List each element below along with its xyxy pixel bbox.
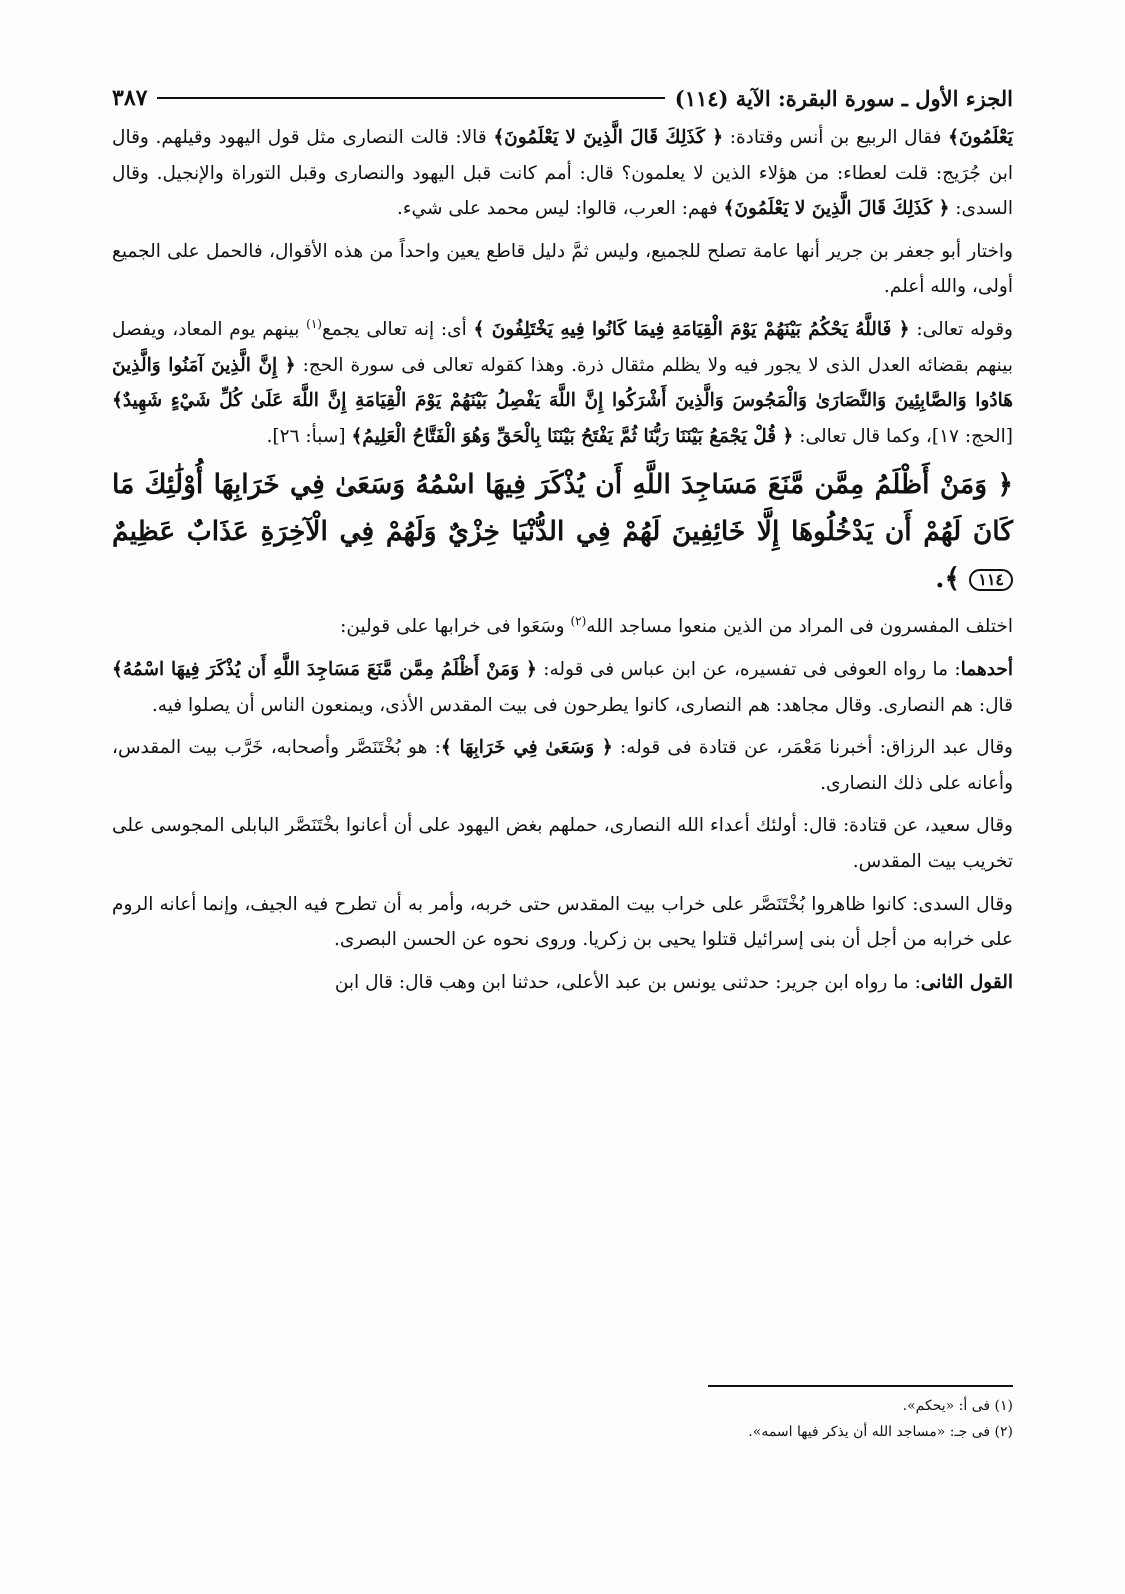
- text-run: [الحج: ١٧]، وكما قال تعالى:: [793, 425, 1013, 447]
- text-run: : ما رواه العوفى فى تفسيره، عن ابن عباس فى قوله:: [536, 658, 961, 680]
- paragraph: [112, 887, 1013, 958]
- quran-quote: ﴿ فَاللَّهُ يَحْكُمُ بَيْنَهُمْ يَوْمَ الْقِيَامَةِ فِيمَا كَانُوا فِيهِ يَخْتَلِفُونَ ﴾: [473, 318, 910, 340]
- header-rule: [157, 97, 664, 99]
- text-run: وسَعَوا فى خرابها على قولين:: [340, 616, 571, 638]
- text-run: [سبأ: ٢٦].: [266, 425, 352, 447]
- running-header: [112, 78, 1013, 118]
- quran-quote: ﴿ وَمَنْ أَظْلَمُ مِمَّن مَّنَعَ مَسَاجِدَ اللَّهِ أَن يُذْكَرَ فِيهَا اسْمُهُ﴾: [112, 658, 537, 680]
- quran-quote: ﴿ وَسَعَىٰ فِي خَرَابِهَا ﴾: [440, 737, 613, 759]
- quran-quote: ﴿ كَذَلِكَ قَالَ الَّذِينَ لا يَعْلَمُونَ﴾: [723, 198, 950, 220]
- text-run: قالا: قالت النصارى مثل قول اليهود وقيلهم. وقال ابن جُرَيج: قلت لعطاء: من هؤلاء الذين لا يعلمون؟ قال: أمم كانت قبل اليهود والنصارى وقبل التوراة والإنجيل. وقال السدى:: [112, 127, 1014, 220]
- main-text: [112, 120, 1013, 1007]
- text-run: وقوله تعالى:: [909, 318, 1013, 340]
- quran-quote: ﴿ إِنَّ الَّذِينَ آمَنُوا وَالَّذِينَ هَادُوا وَالصَّابِئِينَ وَالنَّصَارَىٰ وَالْمَجُوسَ وَالَّذِينَ أَشْرَكُوا إِنَّ اللَّهَ يَفْصِلُ بَيْنَهُمْ يَوْمَ الْقِيَامَةِ إِنَّ اللَّهَ عَلَىٰ كُلِّ شَيْءٍ شَهِيدٌ﴾: [112, 354, 1013, 412]
- quran-quote: ﴿ كَذَلِكَ قَالَ الَّذِينَ لا يَعْلَمُونَ﴾: [493, 127, 724, 148]
- text-run: فقال الربيع بن أنس وقتادة:: [723, 127, 949, 148]
- text-run: بينهم يوم المعاد، ويفصل بينهم بقضائه العدل الذى لا يجور فيه ولا يظلم مثقال ذرة. وهذا كقوله تعالى فى سورة الحج:: [112, 318, 1013, 376]
- verse-text: وَمَنْ أَظْلَمُ مِمَّن مَّنَعَ مَسَاجِدَ اللَّهِ أَن يُذْكَرَ فِيهَا اسْمُهُ وَسَعَىٰ فِي خَرَابِهَا أُوْلَٰئِكَ مَا كَانَ لَهُمْ أَن يَدْخُلُوهَا إِلَّا خَائِفِينَ لَهُمْ فِي الدُّنْيَا خِزْيٌ وَلَهُمْ فِي الْآخِرَةِ عَذَابٌ عَظِيمٌ: [112, 469, 1013, 548]
- text-run: أى: إنه تعالى يجمع: [321, 318, 474, 340]
- footnote-rule: [708, 1385, 1013, 1387]
- verse-block: [112, 461, 1013, 602]
- paragraph: [112, 965, 1013, 1001]
- paragraph: [112, 609, 1013, 645]
- quran-quote: يَعْلَمُونَ﴾: [948, 127, 1013, 148]
- paragraph: [112, 312, 1013, 454]
- verse-open-bracket: ﴿: [987, 469, 1013, 501]
- running-title: الجزء الأول ـ سورة البقرة: الآية (١١٤): [674, 85, 1013, 111]
- text-run: قال: هم النصارى. وقال مجاهد: هم النصارى، كانوا يطرحون فى بيت المقدس الأذى، ويمنعون الناس أن يصلوا فيه.: [151, 694, 1013, 716]
- text-run: وقال سعيد، عن قتادة: قال: أولئك أعداء الله النصارى، حملهم بغض اليهود على أن أعانوا بخْتَنَصَّر البابلى المجوسى على تخريب بيت المقدس.: [112, 815, 1013, 872]
- verse-close-bracket: ﴾.: [935, 563, 970, 595]
- paragraph: [112, 652, 1013, 723]
- paragraph: [112, 120, 1013, 227]
- text-run: وقال السدى: كانوا ظاهروا بُخْتَنَصَّر على خراب بيت المقدس حتى خربه، وأمر به أن تطرح فيه الجيف، وإنما أعانه الروم على خرابه من أجل أن بنى إسرائيل قتلوا يحيى بن زكريا. وروى نحوه عن الحسن البصرى.: [112, 893, 1013, 951]
- text-run: اختلف المفسرون فى المراد من الذين منعوا مساجد الله: [586, 616, 1013, 638]
- section-lead: أحدهما: [960, 658, 1013, 680]
- paragraph: [112, 234, 1013, 305]
- verse-number: ١١٤: [969, 569, 1013, 591]
- footnote: (٢) فى جـ: «مساجد الله أن يذكر فيها اسمه».: [748, 1424, 1013, 1440]
- section-lead: القول الثانى: [920, 971, 1013, 993]
- page-number: ٣٨٧: [112, 85, 148, 111]
- paragraph: [112, 730, 1013, 801]
- paragraph: [112, 808, 1013, 879]
- footnote: (١) فى أ: «يحكم».: [902, 1398, 1013, 1414]
- footnote-ref[interactable]: (٢): [570, 614, 587, 629]
- text-run: وقال عبد الرزاق: أخبرنا مَعْمَر، عن قتادة فى قوله:: [612, 737, 1013, 759]
- text-run: واختار أبو جعفر بن جرير أنها عامة تصلح للجميع، وليس ثمَّ دليل قاطع يعين واحداً من هذه الأقوال، فالحمل على الجميع أولى، والله أعلم.: [112, 240, 1013, 298]
- text-run: : هو بُخْتَنَصَّر وأصحابه، خَرَّب بيت المقدس، وأعانه على ذلك النصارى.: [112, 737, 1013, 794]
- footnotes: [112, 1393, 1013, 1445]
- text-run: : ما رواه ابن جرير: حدثنى يونس بن عبد الأعلى، حدثنا ابن وهب قال: قال ابن: [334, 971, 921, 993]
- quran-quote: ﴿ قُلْ يَجْمَعُ بَيْنَنَا رَبُّنَا ثُمَّ يَفْتَحُ بَيْنَنَا بِالْحَقِّ وَهُوَ الْفَتَّاحُ الْعَلِيمُ﴾: [351, 425, 794, 447]
- text-run: فهم: العرب، قالوا: ليس محمد على شيء.: [396, 198, 724, 220]
- footnote-ref[interactable]: (١): [306, 316, 322, 331]
